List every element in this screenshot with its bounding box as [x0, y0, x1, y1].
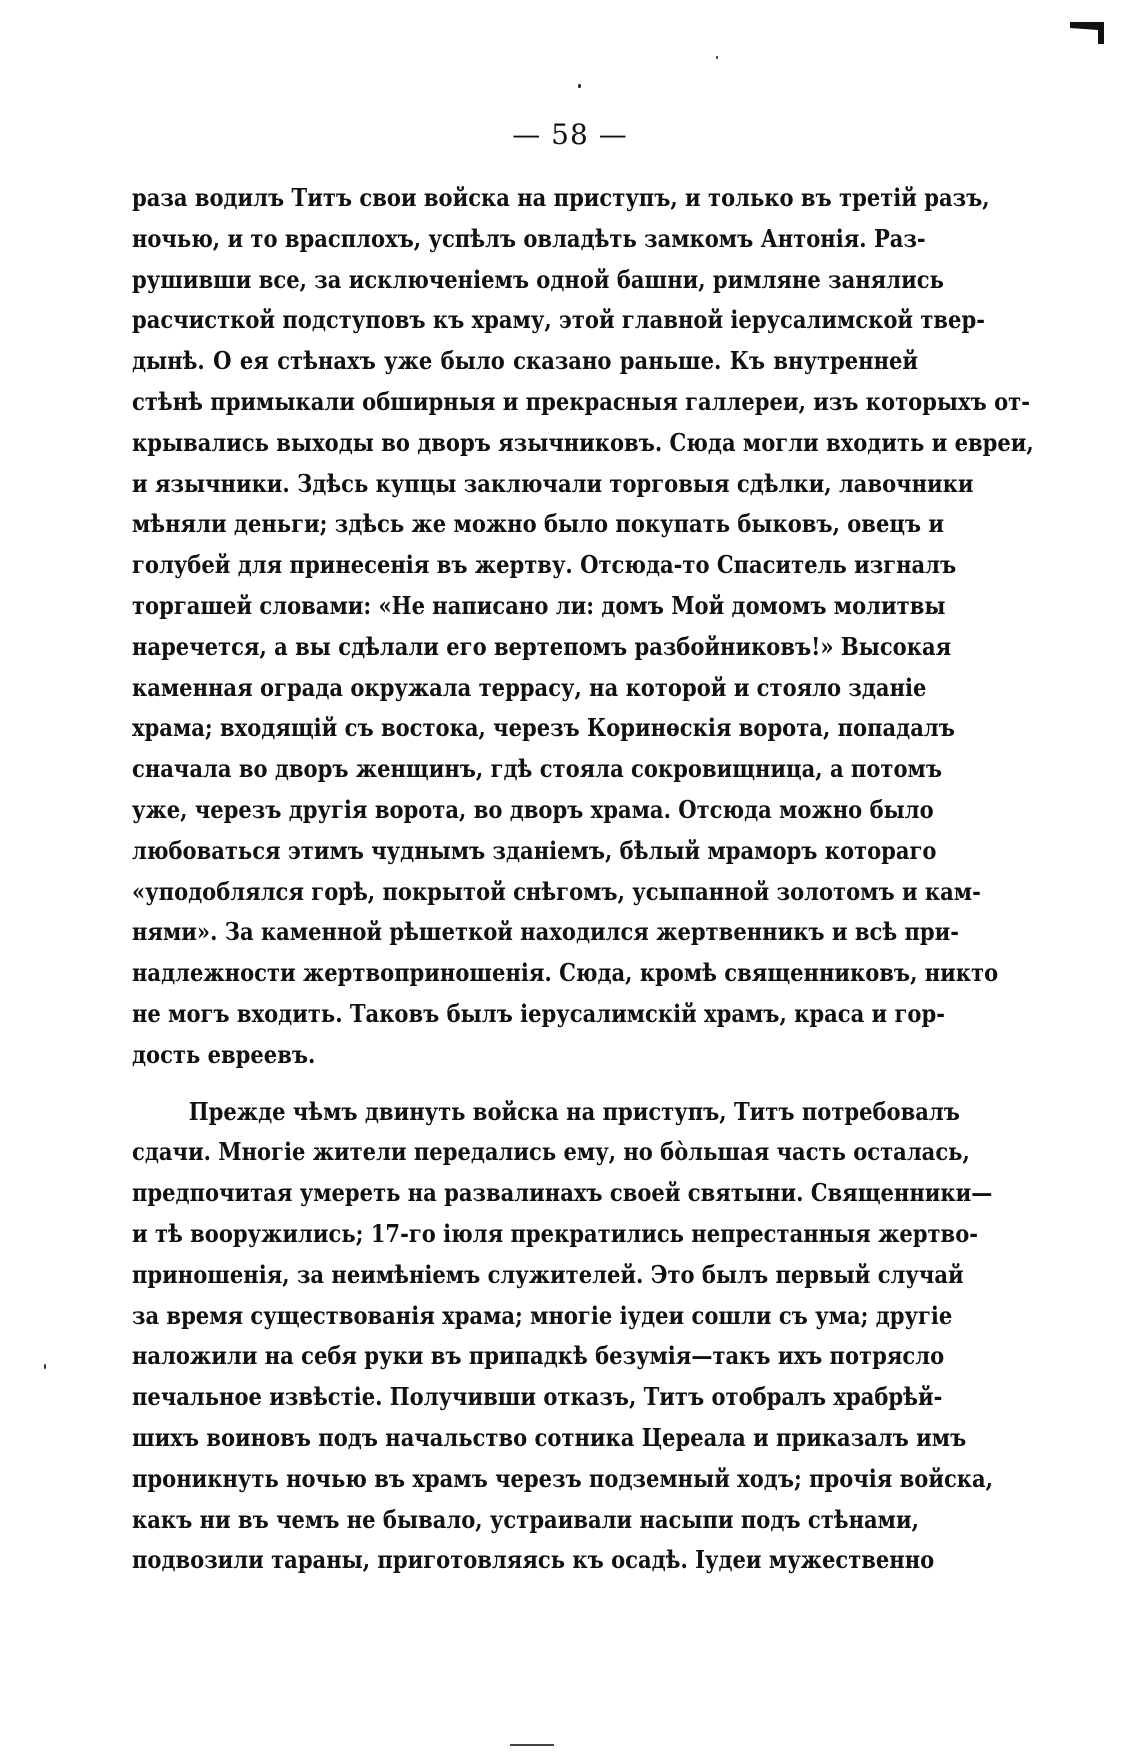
text-line: любоваться этимъ чуднымъ зданіемъ, бѣлый мраморъ котораго — [132, 835, 937, 865]
text-line: Прежде чѣмъ двинуть войска на приступъ, Титъ потребовалъ — [188, 1096, 960, 1126]
ink-speck — [716, 56, 718, 59]
text-line: раза водилъ Титъ свои войска на приступъ, и только въ третій разъ, — [132, 183, 990, 212]
text-line: мѣняли деньги; здѣсь же можно было покупать быковъ, овецъ и — [132, 509, 945, 539]
text-line: рушивши все, за исключеніемъ одной башни, римляне занялись — [132, 264, 944, 294]
text-line: крывались выходы во дворъ язычниковъ. Сюда могли входить и евреи, — [132, 427, 1034, 457]
text-line: дость евреевъ. — [132, 1039, 316, 1069]
text-line: сначала во дворъ женщинъ, гдѣ стояла сокровищница, а потомъ — [132, 754, 942, 784]
text-line: какъ ни въ чемъ не бывало, устраивали насыпи подъ стѣнами, — [132, 1504, 919, 1534]
text-line: стѣнѣ примыкали обширныя и прекрасныя галлереи, изъ которыхъ от- — [132, 386, 1030, 416]
text-line: приношенія, за неимѣніемъ служителей. Это былъ первый случай — [132, 1259, 964, 1289]
text-line: и тѣ вооружились; 17-го іюля прекратились непрестанныя жертво- — [132, 1218, 978, 1248]
paragraph-2 — [132, 1092, 994, 1582]
text-line: торгашей словами: «Не написано ли: домъ Мой домомъ молитвы — [132, 590, 946, 620]
text-line: подвозили тараны, приготовляясь къ осадѣ. Іудеи мужественно — [132, 1545, 935, 1575]
ink-speck — [44, 1364, 46, 1369]
page-number: — 58 — — [512, 118, 628, 151]
text-line: нями». За каменной рѣшеткой находился жертвенникъ и всѣ при- — [132, 917, 960, 947]
paragraph-1 — [132, 178, 1034, 1076]
text-line: печальное извѣстіе. Получивши отказъ, Титъ отобралъ храбрѣй- — [132, 1382, 943, 1412]
text-line: предпочитая умереть на развалинахъ своей святыни. Священники— — [132, 1178, 993, 1208]
text-line: проникнуть ночью въ храмъ черезъ подземный ходъ; прочія войска, — [132, 1463, 994, 1493]
text-line: расчисткой подступовъ къ храму, этой главной іерусалимской твер- — [132, 305, 985, 335]
text-line: наложили на себя руки въ припадкѣ безумія—такъ ихъ потрясло — [132, 1341, 945, 1371]
text-line: шихъ воиновъ подъ начальство сотника Цереала и приказалъ имъ — [132, 1422, 967, 1452]
paragraph-gap — [132, 1076, 918, 1092]
text-line: храма; входящій съ востока, черезъ Коринѳскія ворота, попадалъ — [132, 713, 955, 743]
text-line: голубей для принесенія въ жертву. Отсюда-то Спаситель изгналъ — [132, 550, 957, 580]
text-line: наречется, а вы сдѣлали его вертепомъ разбойниковъ!» Высокая — [132, 631, 952, 661]
text-line: уже, черезъ другія ворота, во дворъ храма. Отсюда можно было — [132, 794, 934, 824]
text-line: не могъ входить. Таковъ былъ іерусалимскій храмъ, краса и гор- — [132, 998, 945, 1028]
text-line: дынѣ. О ея стѣнахъ уже было сказано раньше. Къ внутренней — [132, 346, 919, 376]
corner-ink-mark — [1068, 18, 1108, 46]
text-line: сдачи. Многіе жители передались ему, но бо̀льшая часть осталась, — [132, 1137, 970, 1167]
text-line: ночью, и то врасплохъ, успѣлъ овладѣть замкомъ Антонія. Раз- — [132, 223, 926, 253]
ink-speck — [578, 84, 581, 88]
text-line: за время существованія храма; многіе іудеи сошли съ ума; другіе — [132, 1300, 953, 1330]
body-text — [132, 178, 1034, 1581]
text-line: надлежности жертвоприношенія. Сюда, кромѣ священниковъ, никто — [132, 958, 999, 988]
text-line: каменная ограда окружала террасу, на которой и стояло зданіе — [132, 672, 927, 702]
text-line: и язычники. Здѣсь купцы заключали торговыя сдѣлки, лавочники — [132, 468, 974, 498]
text-line: «уподоблялся горѣ, покрытой снѣгомъ, усыпанной золотомъ и кам- — [132, 876, 981, 906]
bottom-rule — [510, 1744, 554, 1746]
